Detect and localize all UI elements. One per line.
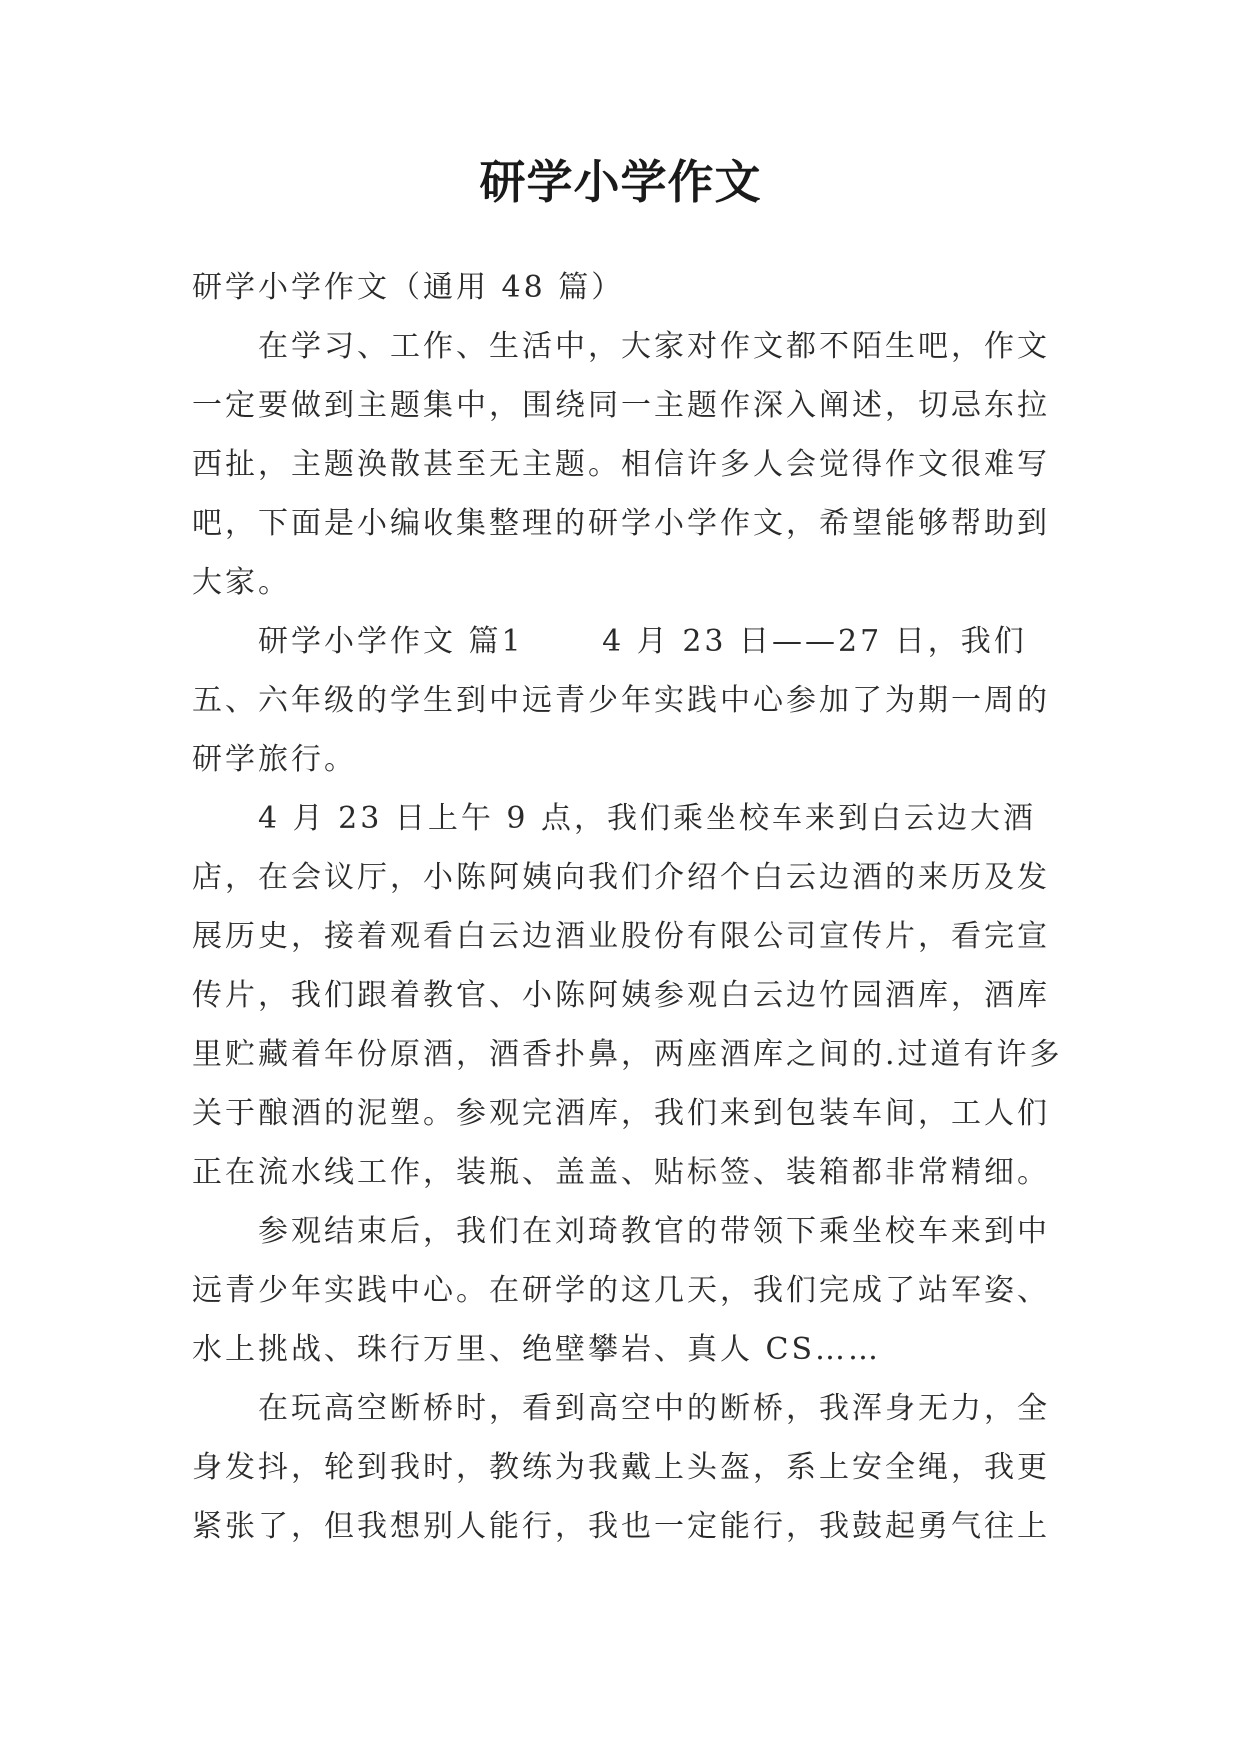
paragraph-intro: 在学习、工作、生活中，大家对作文都不陌生吧，作文一定要做到主题集中，围绕同一主题作深入阐述，切忌东拉西扯，主题涣散甚至无主题。相信许多人会觉得作文很难写吧，下面是小编收集整理的研学小学作文，希望能够帮助到大家。	[192, 329, 1050, 600]
paragraph-1: 研学小学作文 篇1 4 月 23 日——27 日，我们五、六年级的学生到中远青少年实践中心参加了为期一周的研学旅行。	[192, 624, 1050, 777]
paragraph-4: 在玩高空断桥时，看到高空中的断桥，我浑身无力，全身发抖，轮到我时，教练为我戴上头盔，系上安全绳，我更紧张了，但我想别人能行，我也一定能行，我鼓起勇气往上	[192, 1391, 1050, 1544]
paragraph-2: 4 月 23 日上午 9 点，我们乘坐校车来到白云边大酒店，在会议厅，小陈阿姨向我们介绍个白云边酒的来历及发展历史，接着观看白云边酒业股份有限公司宣传片，看完宣传片，我们跟着教官、小陈阿姨参观白云边竹园酒库，酒库里贮藏着年份原酒，酒香扑鼻，两座酒库之间的.过道有许多关于酿酒的泥塑。参观完酒库，我们来到包装车间，工人们正在流水线工作，装瓶、盖盖、贴标签、装箱都非常精细。	[192, 801, 1063, 1190]
document-subtitle: 研学小学作文（通用 48 篇）	[192, 270, 625, 305]
paragraph-3: 参观结束后，我们在刘琦教官的带领下乘坐校车来到中远青少年实践中心。在研学的这几天，我们完成了站军姿、水上挑战、珠行万里、绝壁攀岩、真人 CS……	[192, 1214, 1050, 1367]
document-title: 研学小学作文	[479, 155, 762, 209]
document-body	[192, 258, 1072, 1556]
